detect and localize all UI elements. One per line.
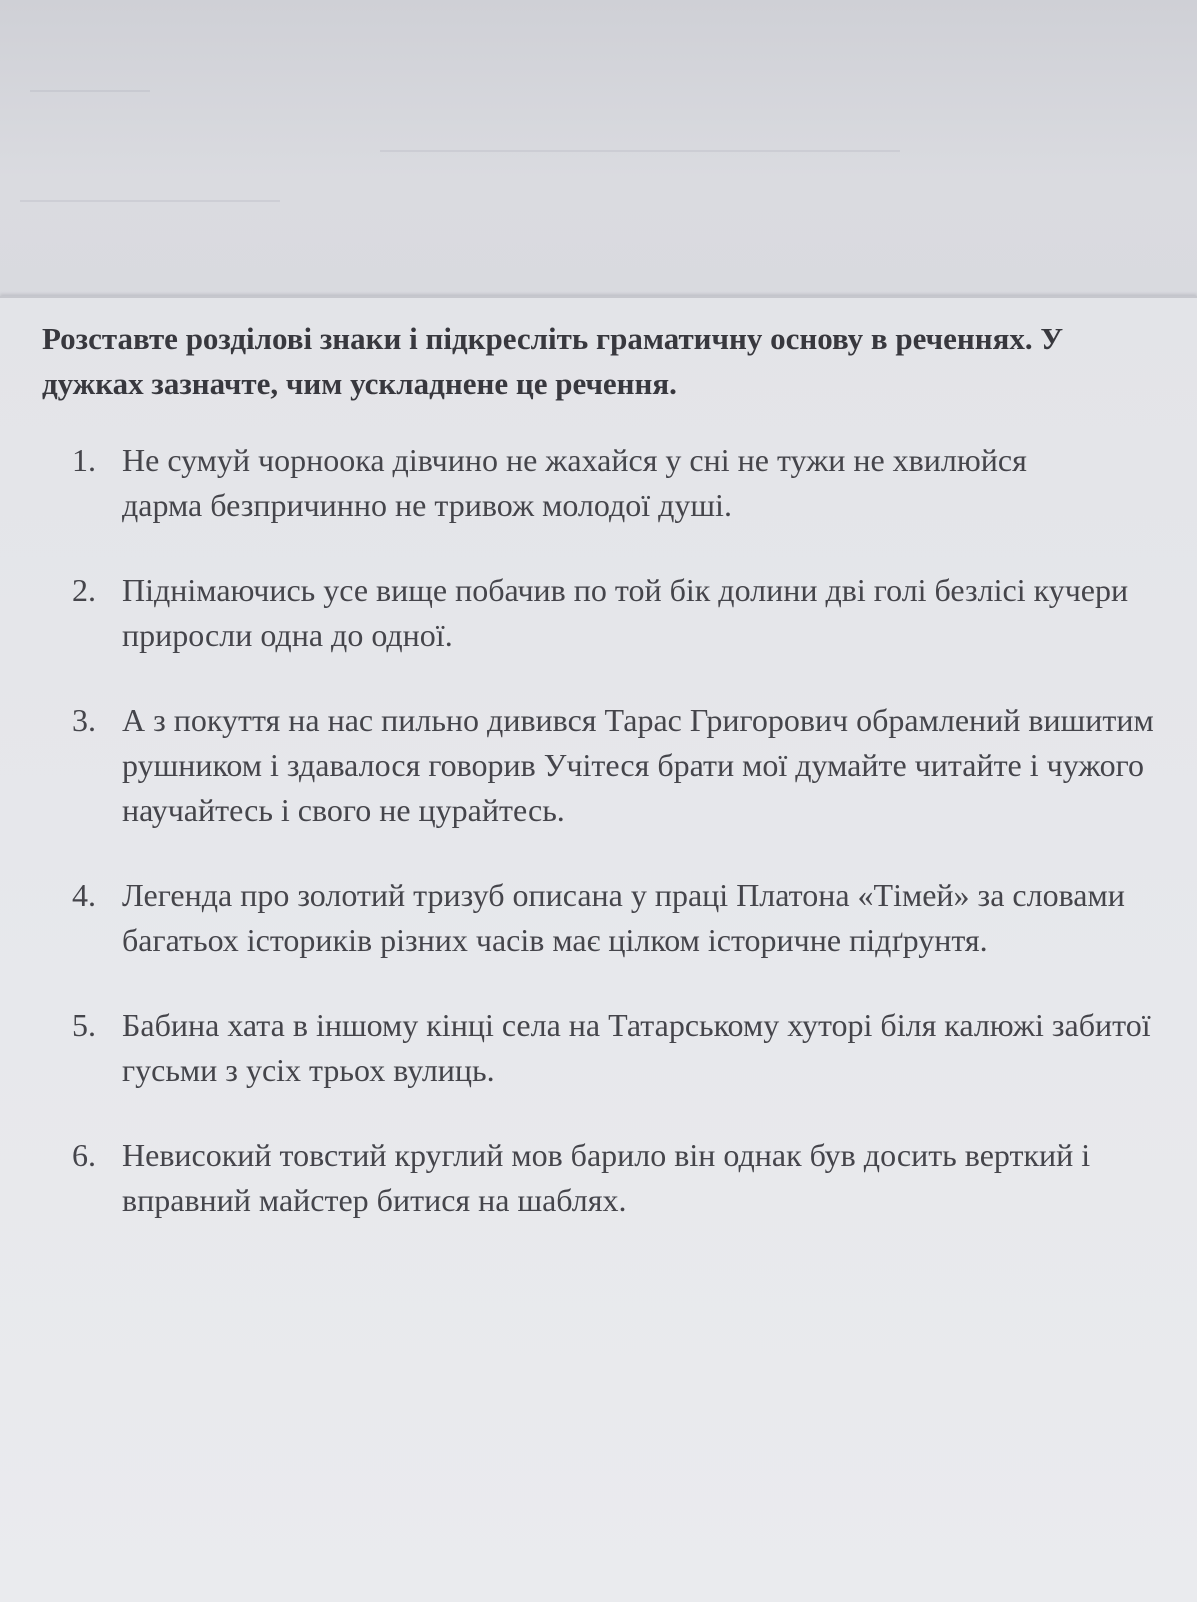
exercise-instruction: Розставте розділові знаки і підкресліть граматичну основу в реченнях. У дужках зазначте, чим ускладнене це речення. xyxy=(42,321,1064,401)
list-item xyxy=(72,438,1112,528)
sentence-text: Невисокий товстий круглий мов барило він однак був досить верткий і вправний майстер битися на шаблях. xyxy=(122,1137,1091,1218)
sentence-text: А з покуття на нас пильно дивився Тарас Григорович обрамлений вишитим рушником і здавалося говорив Учітеся брати мої думайте читайте і чужого научайтесь і свого не цурайтесь. xyxy=(122,702,1154,828)
sentence-list xyxy=(72,438,1172,1223)
list-item xyxy=(72,1133,1197,1223)
list-item xyxy=(72,698,1182,833)
bleed-through-line xyxy=(30,90,150,92)
sentence-text: Піднімаючись усе вище побачив по той бік долини дві голі безлісі кучери приросли одна до одної. xyxy=(122,572,1129,653)
bleed-through-line xyxy=(380,150,900,152)
item-number: 4. xyxy=(72,877,96,913)
list-item xyxy=(72,568,1152,658)
background-sheet xyxy=(0,0,1197,300)
sentence-text: Легенда про золотий тризуб описана у праці Платона «Тімей» за словами багатьох істориків різних часів має цілком історичне підґрунтя. xyxy=(122,877,1125,958)
item-number: 1. xyxy=(72,442,96,478)
item-number: 2. xyxy=(72,572,96,608)
sentence-text: Не сумуй чорноока дівчино не жахайся у сні не тужи не хвилюйся дарма безпричинно не тривож молодої душі. xyxy=(122,442,1027,523)
item-number: 5. xyxy=(72,1007,96,1043)
item-number: 3. xyxy=(72,702,96,738)
sentence-text: Бабина хата в іншому кінці села на Татарському хуторі біля калюжі забитої гусьми з усіх трьох вулиць. xyxy=(122,1007,1151,1088)
worksheet-page xyxy=(0,296,1197,1602)
list-item xyxy=(72,873,1192,963)
item-number: 6. xyxy=(72,1137,96,1173)
list-item xyxy=(72,1003,1192,1093)
bleed-through-line xyxy=(20,200,280,202)
